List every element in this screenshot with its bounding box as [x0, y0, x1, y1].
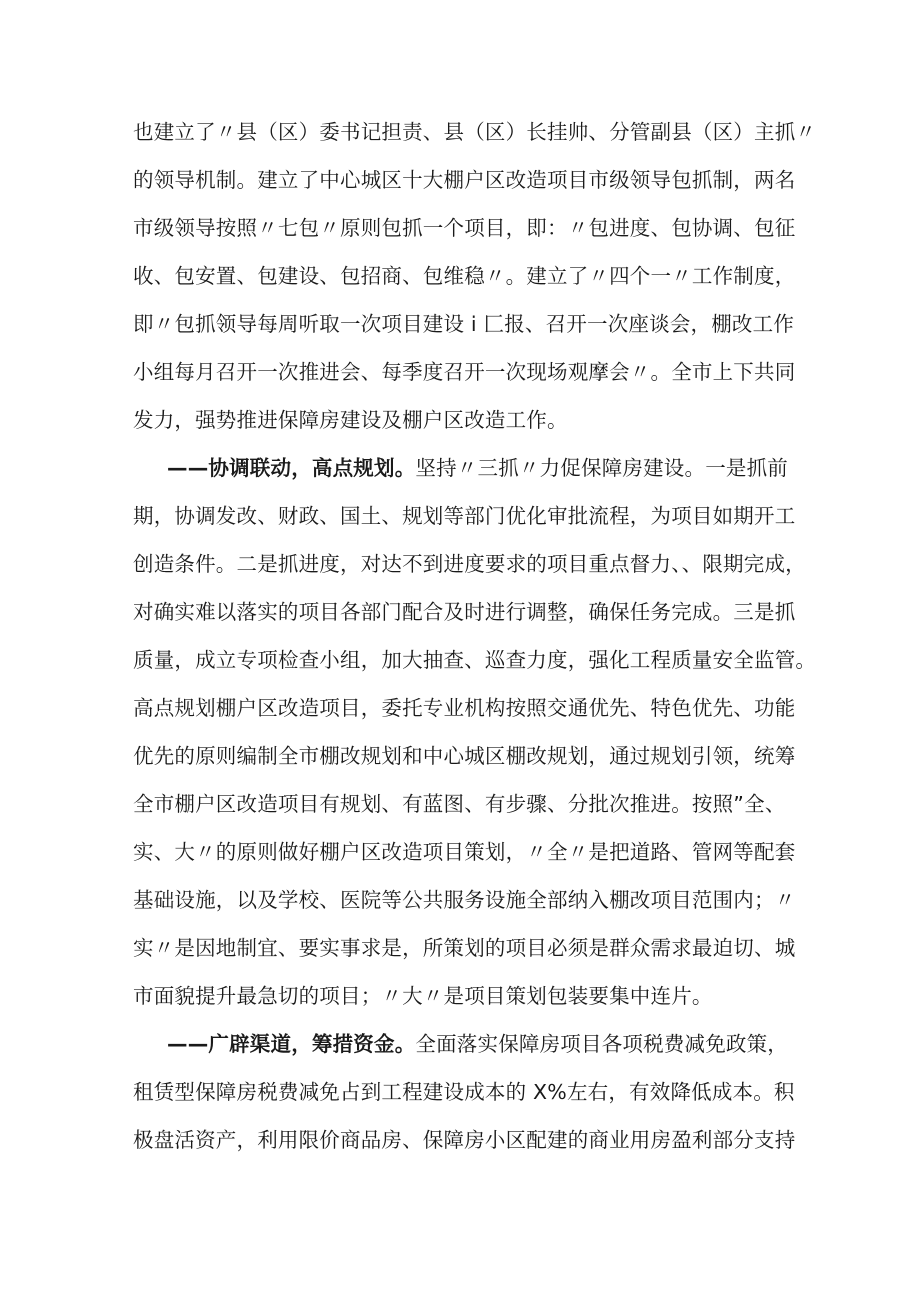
section-heading-line	[167, 453, 788, 483]
text-line	[133, 405, 568, 435]
text-line	[133, 1125, 795, 1155]
line-text: 市面貌提升最急切的项目；〃大〃是项目策划包装要集中连片。	[133, 984, 713, 1008]
text-line	[133, 645, 816, 675]
text-line	[133, 1077, 795, 1107]
line-text: 优先的原则编制全市棚改规划和中心城区棚改规划，通过规划引领，统筹	[133, 744, 796, 768]
section-heading-line	[167, 1029, 788, 1059]
text-line	[133, 981, 713, 1011]
line-text: 市级领导按照〃七包〃原则包抓一个项目，即：〃包进度、包协调、包征	[133, 216, 796, 240]
text-line	[133, 357, 795, 387]
text-line	[133, 597, 795, 627]
text-line	[133, 741, 795, 771]
line-text: 即〃包抓领导每周听取一次项目建设 i 匚报、召开一次座谈会，棚改工作	[133, 312, 795, 336]
line-text: 期，协调发改、财政、国土、规划等部门优化审批流程，为项目如期开工	[133, 504, 796, 528]
section-heading: ——协调联动，高点规划。	[167, 456, 416, 480]
text-line	[133, 837, 795, 867]
line-text: 全市棚户区改造项目有规划、有蓝图、有步骤、分批次推进。按照”全、	[133, 792, 786, 816]
line-text: 极盘活资产，利用限价商品房、保障房小区配建的商业用房盈利部分支持	[133, 1128, 796, 1152]
section-heading: ——广辟渠道，筹措资金。	[167, 1032, 416, 1056]
text-line	[133, 549, 806, 579]
line-text: 也建立了〃县（区）委书记担责、县（区）长挂帅、分管副县（区）主抓〃	[133, 120, 817, 144]
text-line	[133, 933, 795, 963]
line-text: 发力，强势推进保障房建设及棚户区改造工作。	[133, 408, 568, 432]
text-line	[133, 165, 795, 195]
text-line	[133, 261, 795, 291]
line-text: 收、包安置、包建设、包招商、包维稳〃。建立了〃四个一〃工作制度，	[133, 264, 796, 288]
text-line	[133, 501, 795, 531]
line-text: 对确实难以落实的项目各部门配合及时进行调整，确保任务完成。三是抓	[133, 600, 796, 624]
line-text: 实〃是因地制宜、要实事求是，所策划的项目必须是群众需求最迫切、城	[133, 936, 796, 960]
line-text: 小组每月召开一次推进会、每季度召开一次现场观摩会〃。全市上下共同	[133, 360, 796, 384]
text-line	[133, 885, 795, 915]
line-text: 全面落实保障房项目各项税费减免政策，	[415, 1032, 789, 1056]
line-text: 基础设施，以及学校、医院等公共服务设施全部纳入棚改项目范围内；〃	[133, 888, 796, 912]
line-text: 实、大〃的原则做好棚户区改造项目策划，〃全〃是把道路、管网等配套	[133, 840, 796, 864]
text-line	[133, 693, 795, 723]
text-line	[133, 213, 795, 243]
line-text: 坚持〃三抓〃力促保障房建设。一是抓前	[415, 456, 789, 480]
text-line	[133, 117, 816, 147]
line-text: 质量，成立专项检查小组，加大抽查、巡查力度，强化工程质量安全监管。	[133, 648, 817, 672]
line-text: 创造条件。二是抓进度，对达不到进度要求的项目重点督力、、限期完成，	[133, 552, 806, 576]
text-line	[133, 309, 794, 339]
line-text: 高点规划棚户区改造项目，委托专业机构按照交通优先、特色优先、功能	[133, 696, 796, 720]
line-text: 的领导机制。建立了中心城区十大棚户区改造项目市级领导包抓制，两名	[133, 168, 796, 192]
text-line	[133, 789, 786, 819]
line-text: 租赁型保障房税费减免占到工程建设成本的 X%左右，有效降低成本。积	[133, 1080, 795, 1104]
